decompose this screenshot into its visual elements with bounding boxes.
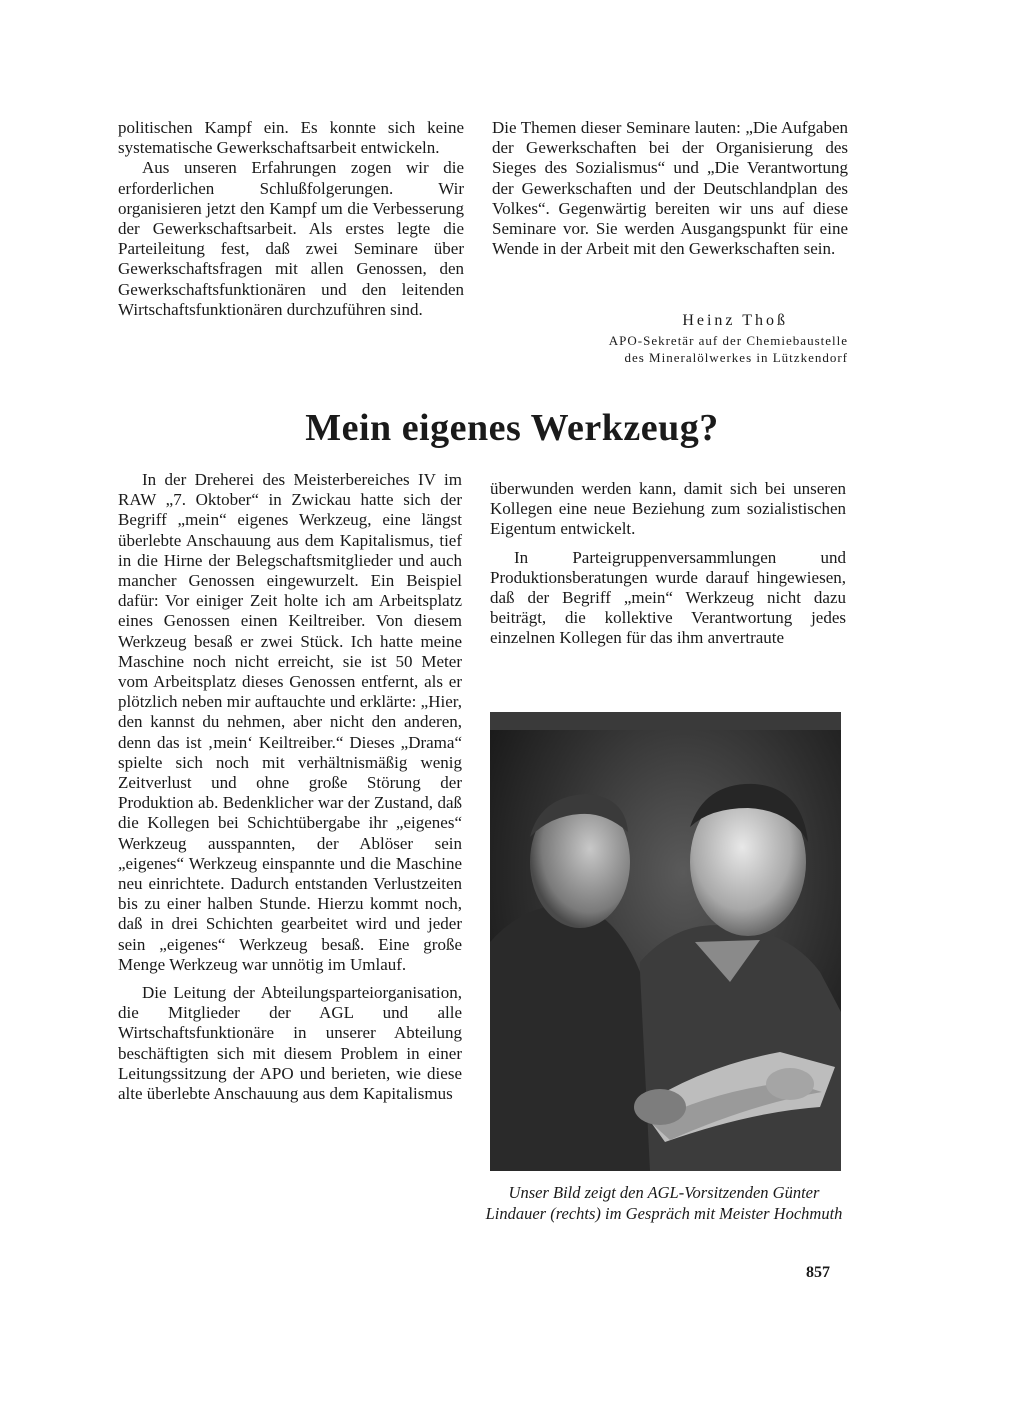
article-right-paragraph-2: In Parteigruppenversammlungen und Produktionsberatungen wurde darauf hingewiesen, daß der Begriff „mein“ Werkzeug nicht dazu beiträgt, die kollektive Verantwortung jedes einzelnen Kollegen für das ihm anvertraute	[490, 547, 846, 648]
article-photo	[490, 712, 841, 1171]
author-name: Heinz Thoß	[682, 312, 788, 329]
article-left-paragraph-2: Die Leitung der Abteilungsparteiorganisation, die Mitglieder der AGL und alle Wirtschaftsfunktionäre in unserer Abteilung beschäftigten sich mit diesem Problem in einer Leitungssitzung der APO und berieten, wie diese alte überlebte Anschauung aus dem Kapitalismus	[118, 983, 462, 1104]
signature-block	[492, 312, 848, 366]
article-headline: Mein eigenes Werkzeug?	[305, 407, 719, 449]
author-affiliation-line-1: APO-Sekretär auf der Chemiebaustelle	[608, 333, 848, 348]
article-right-paragraph-1: überwunden werden kann, damit sich bei unseren Kollegen eine neue Beziehung zum sozialistischen Eigentum entwickelt.	[490, 479, 846, 539]
article-left-paragraph-1: In der Dreherei des Meisterbereiches IV im RAW „7. Oktober“ in Zwickau hatte sich der Begriff „mein“ eigenes Werkzeug, eine längst überlebte Anschauung aus dem Kapitalismus, tief in die Hirne der Belegschaftsmitglieder und auch mancher Genossen eingewurzelt. Ein Beispiel dafür: Vor einiger Zeit holte ich am Arbeitsplatz eines Genossen einen Keiltreiber. Von diesem Werkzeug besaß er zwei Stück. Ich hatte meine Maschine noch nicht erreicht, sie ist 50 Meter vom Arbeitsplatz dieses Genossen entfernt, als er plötzlich neben mir auftauchte und erklärte: „Hier, den kannst du nehmen, aber nicht den anderen, denn das ist ‚mein‘ Keiltreiber.“ Dieses „Drama“ spielte sich noch mit verhältnismäßig wenig Zeitverlust und ohne große Störung der Produktion ab. Bedenklicher war der Zustand, daß die Kollegen bei Schichtübergabe ihr „eigenes“ Werkzeug ausspannten, der Ablöser sein „eigenes“ Werkzeug einspannte und die Maschine neu einrichtete. Dadurch entstanden Verlustzeiten bis zu einer halben Stunde. Hierzu kommt noch, daß in drei Schichten gearbeitet wird und jeder sein „eigenes“ Werkzeug besaß. Eine große Menge Werkzeug war unnötig im Umlauf.	[118, 470, 462, 974]
photo-caption: Unser Bild zeigt den AGL-Vorsitzenden Günter Lindauer (rechts) im Gespräch mit Meister Hochmuth	[485, 1183, 843, 1223]
top-left-column	[118, 118, 464, 320]
top-left-paragraph-2: Aus unseren Erfahrungen zogen wir die erforderlichen Schlußfolgerungen. Wir organisieren jetzt den Kampf um die Verbesserung der Gewerkschaftsarbeit. Als erstes legte die Parteileitung fest, daß zwei Seminare über Gewerkschaftsfragen mit allen Genossen, den Gewerkschaftsfunktionären und den leitenden Wirtschaftsfunktionären durchzuführen sind.	[118, 158, 464, 319]
photo-illustration	[490, 712, 841, 1171]
top-right-paragraph-1: Die Themen dieser Seminare lauten: „Die Aufgaben der Gewerkschaften bei der Organisierung des Sieges des Sozialismus“ und „Die Verantwortung der Gewerkschaften und der Deutschlandplan des Volkes“. Gegenwärtig bereiten wir uns auf diese Seminare vor. Sie werden Ausgangspunkt für eine Wende in der Arbeit mit den Gewerkschaften sein.	[492, 118, 848, 259]
article-right-column	[490, 479, 846, 649]
article-left-column	[118, 470, 462, 1104]
author-affiliation-line-2: des Mineralölwerkes in Lützkendorf	[624, 350, 848, 365]
page-number: 857	[806, 1264, 830, 1281]
top-right-column	[492, 118, 848, 259]
top-left-paragraph-1: politischen Kampf ein. Es konnte sich keine systematische Gewerkschaftsarbeit entwickeln.	[118, 118, 464, 158]
